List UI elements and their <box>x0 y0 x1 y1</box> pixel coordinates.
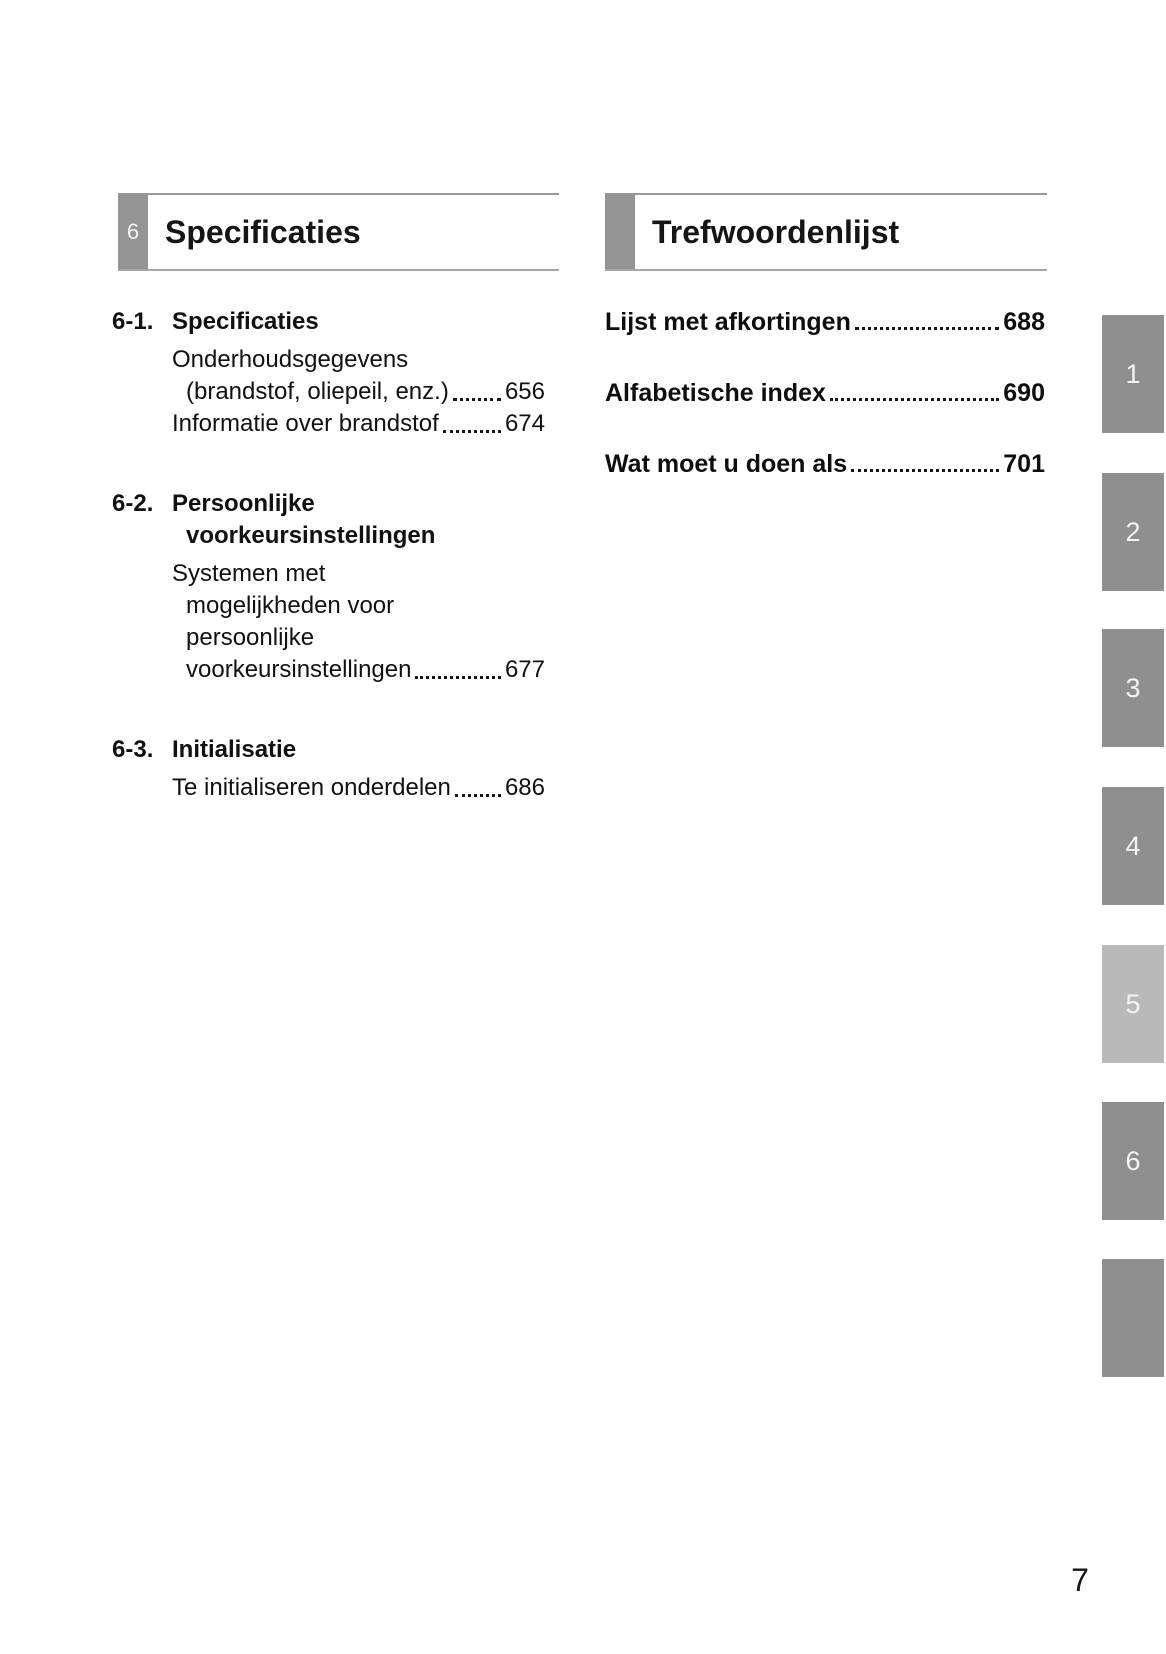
chapter-tab-label: 4 <box>1125 830 1141 861</box>
chapter-tab-label: 1 <box>1125 358 1141 389</box>
toc-entry[interactable] <box>172 344 545 408</box>
chapter-tab-label: 6 <box>1125 1145 1141 1176</box>
chapter-tab-blank[interactable] <box>1102 1259 1164 1377</box>
index-entry[interactable] <box>605 448 1045 480</box>
chapter-tab-4[interactable] <box>1102 787 1164 905</box>
toc-group-6-1 <box>112 306 545 440</box>
index-entry[interactable] <box>605 306 1045 338</box>
toc-entry-page: 686 <box>504 774 545 801</box>
toc-entry-text: mogelijkheden voor <box>186 592 395 619</box>
chapter-header <box>118 193 559 271</box>
toc-entry-text: persoonlijke <box>186 624 315 651</box>
chapter-tab-2[interactable] <box>1102 473 1164 591</box>
dot-leader <box>855 306 999 330</box>
toc-group-6-2 <box>112 488 545 686</box>
index-list <box>605 306 1045 519</box>
toc-group-heading <box>112 306 545 338</box>
toc-entry[interactable] <box>172 772 545 804</box>
toc-group-number: 6-2. <box>112 490 154 517</box>
toc-entry-text: Informatie over brandstof <box>172 410 439 437</box>
index-header <box>605 193 1047 271</box>
dot-leader <box>455 772 501 797</box>
toc-group-number: 6-1. <box>112 308 154 335</box>
toc-group-title: Specificaties <box>172 308 319 335</box>
index-entry-page: 688 <box>1003 308 1045 336</box>
index-entry-label: Alfabetische index <box>605 379 826 407</box>
toc-entry-text: Systemen met <box>172 560 326 587</box>
index-title: Trefwoordenlijst <box>652 213 900 250</box>
toc-entry-text: Te initialiseren onderdelen <box>172 774 451 801</box>
chapter-tab-3[interactable] <box>1102 629 1164 747</box>
toc-entry-text: voorkeursinstellingen <box>186 656 412 683</box>
toc-entry[interactable] <box>172 408 545 440</box>
index-entry-label: Wat moet u doen als <box>605 450 848 478</box>
chapter-tab-label: 3 <box>1125 672 1141 703</box>
toc-group-heading <box>112 488 545 552</box>
toc-entry-text: Onderhoudsgegevens <box>172 346 409 373</box>
toc-group-number: 6-3. <box>112 736 154 763</box>
toc-group-title: Initialisatie <box>172 736 297 763</box>
chapter-number: 6 <box>126 219 140 244</box>
index-entry-page: 701 <box>1003 450 1045 478</box>
toc-group-heading <box>112 734 545 766</box>
index-entry-label: Lijst met afkortingen <box>605 308 851 336</box>
chapter-title: Specificaties <box>165 213 361 250</box>
index-entry[interactable] <box>605 377 1045 409</box>
toc-entry-page: 677 <box>504 656 545 683</box>
index-header-box <box>605 195 635 269</box>
toc-group-title: Persoonlijke <box>172 490 315 517</box>
toc-entry-page: 674 <box>504 410 545 437</box>
dot-leader <box>443 408 501 433</box>
index-entry-page: 690 <box>1003 379 1045 407</box>
chapter-tab-label: 5 <box>1125 988 1141 1019</box>
toc-entry[interactable] <box>172 558 545 686</box>
toc-entry-text: (brandstof, oliepeil, enz.) <box>186 378 449 405</box>
toc-entry-page: 656 <box>504 378 545 405</box>
dot-leader <box>830 377 999 401</box>
chapter-tab-label: 2 <box>1125 516 1141 547</box>
toc-group-6-3 <box>112 734 545 804</box>
toc-group-title: voorkeursinstellingen <box>186 522 436 549</box>
chapter-tab-5[interactable] <box>1102 945 1164 1063</box>
page-number: 7 <box>1071 1562 1089 1598</box>
chapter-tab-6[interactable] <box>1102 1102 1164 1220</box>
dot-leader <box>453 376 501 401</box>
chapter-toc <box>112 306 545 852</box>
dot-leader <box>851 448 999 472</box>
chapter-tab-1[interactable] <box>1102 315 1164 433</box>
chapter-number-box <box>118 195 148 269</box>
dot-leader <box>415 654 500 679</box>
